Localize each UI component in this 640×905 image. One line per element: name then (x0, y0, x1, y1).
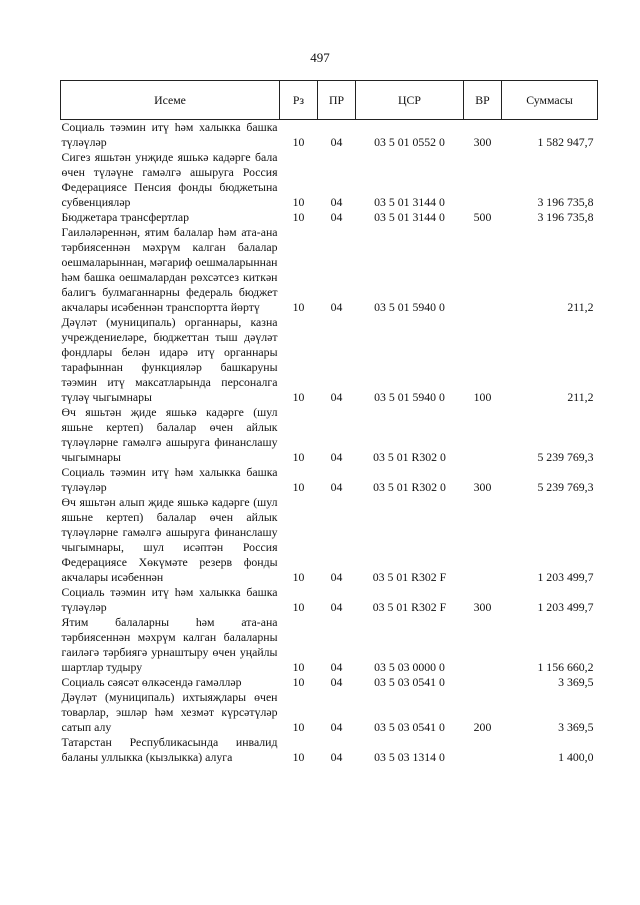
cell-rz: 10 (292, 300, 305, 314)
cell-pr: 04 (330, 480, 343, 494)
table-row (61, 735, 598, 765)
budget-table (60, 80, 598, 765)
cell-rz: 10 (292, 675, 305, 689)
cell-sum: 211,2 (567, 300, 594, 314)
cell-vr: 300 (473, 600, 492, 614)
cell-vr: 100 (473, 390, 492, 404)
cell-csr: 03 5 01 R302 F (372, 600, 447, 614)
table-row (61, 585, 598, 615)
cell-rz: 10 (292, 210, 305, 224)
cell-name: Ятим балаларны һәм ата-ана тәрбиясеннән мәхрүм калган балаларны гаиләгә тәрбиягә урнаштыру өчен уңайлы шартлар тудыру (61, 615, 278, 674)
table-body (61, 120, 598, 766)
table-row (61, 405, 598, 465)
cell-rz: 10 (292, 660, 305, 674)
table-row (61, 495, 598, 585)
table-row (61, 690, 598, 735)
cell-sum: 3 369,5 (558, 720, 594, 734)
cell-csr: 03 5 03 1314 0 (374, 750, 445, 764)
cell-csr: 03 5 01 5940 0 (374, 390, 445, 404)
cell-name: Сигез яшьтән унҗиде яшькә кадәрге бала өчен түләүне гамәлгә ашыруга Россия Федерациясе Пенсия фонды бюджетына субвенцияләр (61, 150, 278, 209)
cell-name: Татарстан Республикасында инвалид баланы уллыкка (кызлыкка) алуга (61, 735, 278, 764)
cell-sum: 1 400,0 (558, 750, 594, 764)
cell-pr: 04 (330, 660, 343, 674)
cell-name: Дәүләт (муниципаль) ихтыяҗлары өчен товарлар, эшләр һәм хезмәт күрсәтүләр сатып алу (61, 690, 278, 734)
page-number: 497 (310, 50, 330, 65)
cell-name: Дәүләт (муниципаль) органнары, казна учреждениеләре, бюджеттан тыш дәүләт фондлары белән идарә итү органнары тарафыннан функцияләр башкаруны тәэмин итү максатларында персоналга түләү чыгымнары (61, 315, 278, 404)
cell-rz: 10 (292, 480, 305, 494)
cell-vr: 200 (473, 720, 492, 734)
cell-vr (464, 735, 502, 765)
cell-vr (464, 405, 502, 465)
cell-name: Социаль сәясәт өлкәсендә гамәлләр (61, 675, 242, 689)
table-header (61, 81, 598, 120)
cell-csr: 03 5 01 R302 0 (373, 450, 446, 464)
cell-pr: 04 (330, 570, 343, 584)
table-row (61, 210, 598, 225)
cell-sum: 3 196 735,8 (537, 195, 594, 209)
table-row (61, 150, 598, 210)
cell-csr: 03 5 01 3144 0 (374, 210, 445, 224)
column-header-pr: ПР (318, 81, 356, 120)
cell-pr: 04 (330, 210, 343, 224)
cell-vr: 300 (473, 135, 492, 149)
cell-sum: 3 196 735,8 (537, 210, 594, 224)
cell-rz: 10 (292, 750, 305, 764)
cell-vr: 500 (473, 210, 492, 224)
table-row (61, 120, 598, 151)
column-header-sum: Суммасы (502, 81, 598, 120)
cell-sum: 1 203 499,7 (537, 600, 594, 614)
cell-rz: 10 (292, 195, 305, 209)
cell-vr (464, 225, 502, 315)
cell-csr: 03 5 01 R302 F (372, 570, 447, 584)
cell-vr: 300 (473, 480, 492, 494)
header-row (61, 81, 598, 120)
cell-pr: 04 (330, 450, 343, 464)
cell-name: Социаль тәэмин итү һәм халыкка башка түләүләр (61, 120, 278, 149)
column-header-vr: ВР (464, 81, 502, 120)
budget-table-container (60, 80, 597, 765)
cell-rz: 10 (292, 600, 305, 614)
cell-name: Бюджетара трансфертлар (61, 210, 189, 224)
cell-rz: 10 (292, 135, 305, 149)
cell-pr: 04 (330, 675, 343, 689)
cell-name: Өч яшьтән алып җиде яшькә кадәрге (шул яшьне кертеп) балалар өчен айлык түләүләрне гамәлгә ашыруга финанслашу чыгымнары, шул исәптән Россия Федерациясе Хөкүмәте резерв фонды акчалары исәбеннән (61, 495, 278, 584)
cell-csr: 03 5 03 0000 0 (374, 660, 445, 674)
column-header-csr: ЦСР (356, 81, 464, 120)
cell-csr: 03 5 03 0541 0 (374, 720, 445, 734)
table-row (61, 465, 598, 495)
cell-pr: 04 (330, 390, 343, 404)
cell-pr: 04 (330, 300, 343, 314)
cell-sum: 1 582 947,7 (537, 135, 594, 149)
cell-sum: 5 239 769,3 (537, 450, 594, 464)
cell-sum: 211,2 (567, 390, 594, 404)
cell-sum: 5 239 769,3 (537, 480, 594, 494)
cell-pr: 04 (330, 720, 343, 734)
cell-sum: 1 156 660,2 (537, 660, 594, 674)
cell-name: Өч яшьтән җиде яшькә кадәрге (шул яшьне кертеп) балалар өчен айлык түләүләрне гамәлгә ашыруга финанслашу чыгымнары (61, 405, 278, 464)
cell-csr: 03 5 01 R302 0 (373, 480, 446, 494)
cell-vr (464, 150, 502, 210)
cell-csr: 03 5 01 3144 0 (374, 195, 445, 209)
cell-rz: 10 (292, 570, 305, 584)
cell-rz: 10 (292, 450, 305, 464)
cell-pr: 04 (330, 195, 343, 209)
cell-name: Социаль тәэмин итү һәм халыкка башка түләүләр (61, 585, 278, 614)
cell-vr (464, 615, 502, 675)
cell-vr (464, 675, 502, 690)
column-header-rz: Рз (280, 81, 318, 120)
cell-csr: 03 5 01 0552 0 (374, 135, 445, 149)
cell-csr: 03 5 01 5940 0 (374, 300, 445, 314)
cell-name: Гаиләләреннән, ятим балалар һәм ата-ана тәрбиясеннән мәхрүм калган балалар оешмаларыннан, мәгариф оешмаларыннан һәм башка оешмалардан рөхсәтсез киткән балигъ булмаганнарны федераль бюджет акчалары исәбеннән транспортта йөртү (61, 225, 278, 314)
cell-pr: 04 (330, 600, 343, 614)
cell-name: Социаль тәэмин итү һәм халыкка башка түләүләр (61, 465, 278, 494)
table-row (61, 315, 598, 405)
cell-sum: 1 203 499,7 (537, 570, 594, 584)
cell-pr: 04 (330, 750, 343, 764)
table-row (61, 615, 598, 675)
cell-rz: 10 (292, 720, 305, 734)
cell-sum: 3 369,5 (558, 675, 594, 689)
table-row (61, 225, 598, 315)
column-header-name: Исеме (61, 81, 280, 120)
cell-vr (464, 495, 502, 585)
cell-rz: 10 (292, 390, 305, 404)
cell-csr: 03 5 03 0541 0 (374, 675, 445, 689)
table-row (61, 675, 598, 690)
cell-pr: 04 (330, 135, 343, 149)
